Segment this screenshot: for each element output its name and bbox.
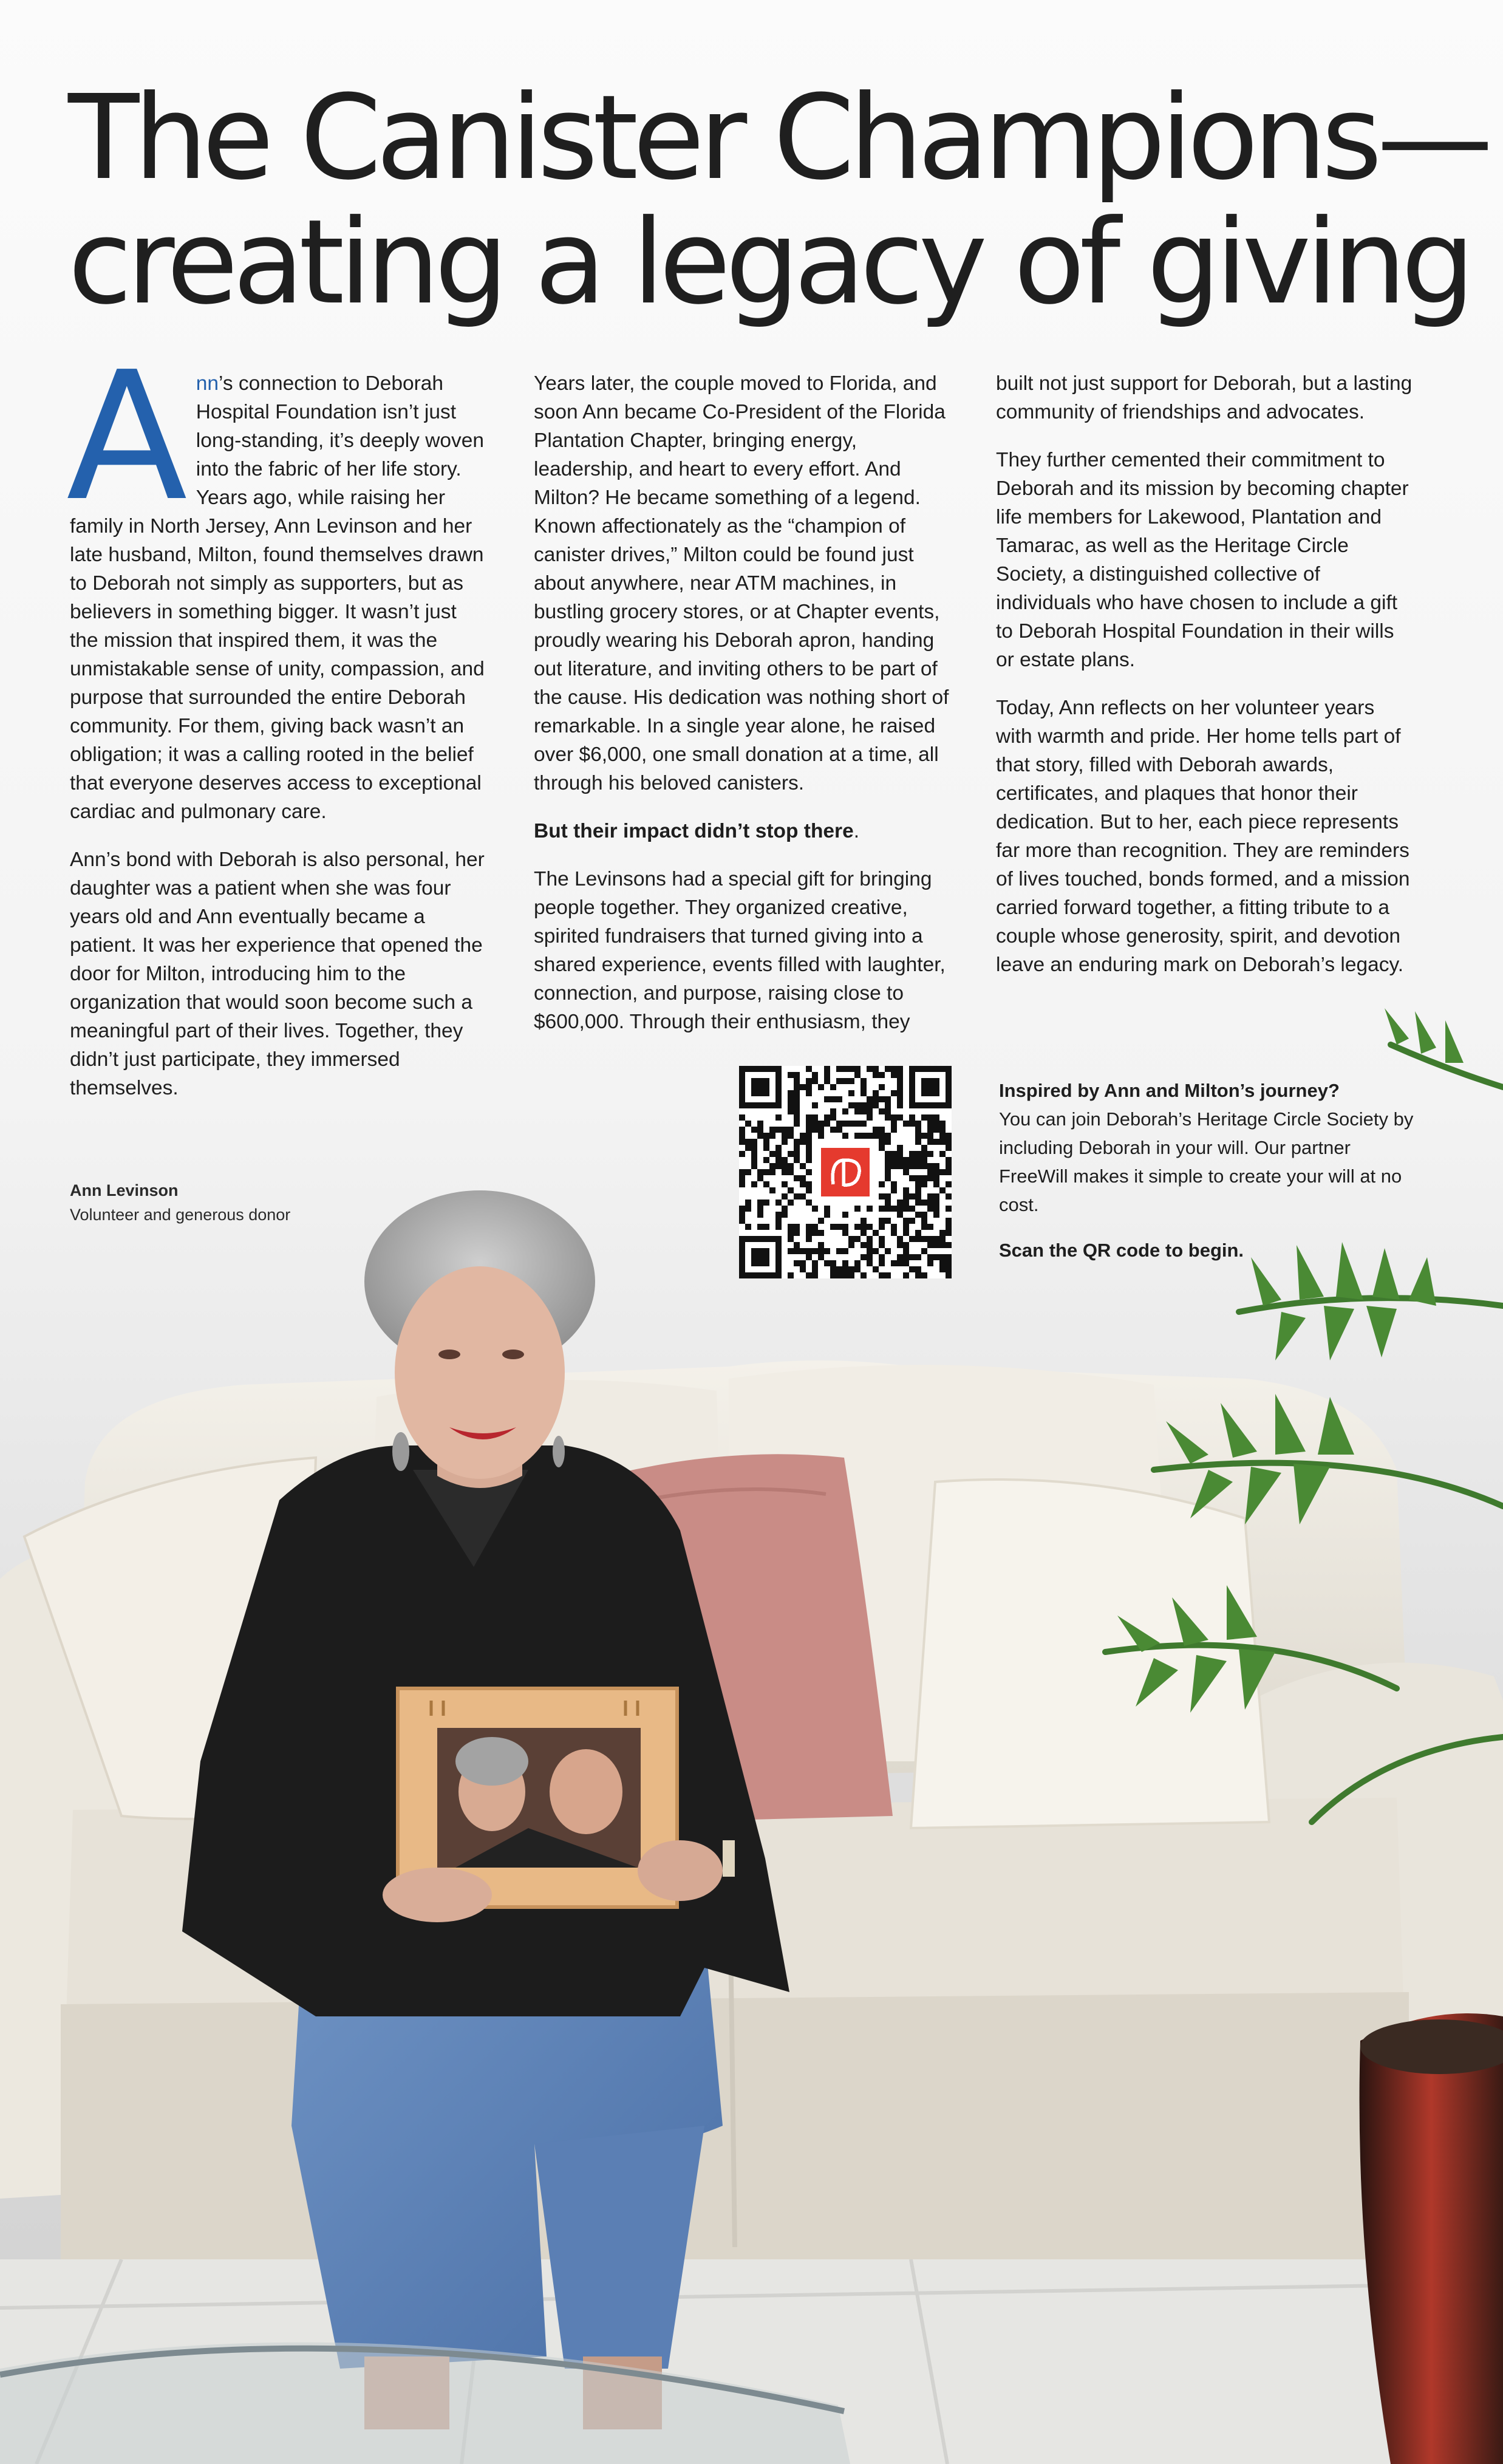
call-to-action [999, 1076, 1424, 1281]
article-column-3 [996, 369, 1415, 998]
paragraph: built not just support for Deborah, but a lasting community of friendships and advocates. [996, 372, 1413, 423]
drop-cap: A [66, 333, 188, 540]
article-column-1 [66, 333, 489, 1122]
paragraph-text: ’s connection to Deborah Hospital Foundation isn’t just long-standing, it’s deeply woven into the fabric of her life story. Years ago, while raising her family in North Jersey, Ann Levinson and her late husband, Milton, found themselves drawn to Deborah not simply as supporters, but as believers in something bigger. It wasn’t just the mission that inspired them, it was the unmistakable sense of unity, compassion, and purpose that surrounded the entire Deborah community. For them, giving back wasn’t an obligation; it was a calling rooted in the belief that everyone deserves access to exceptional cardiac and pulmonary care. [70, 372, 485, 823]
lead-letters: nn [196, 372, 219, 395]
cta-body: You can join Deborah’s Heritage Circle Society by including Deborah in your will. Our partner FreeWill makes it simple to create your will at no cost. [999, 1108, 1414, 1215]
paragraph: Years later, the couple moved to Florida, and soon Ann became Co-President of the Florida Plantation Chapter, bringing energy, leadership, and heart to every effort. And Milton? He became something of a legend. Known affectionately as the “champion of canister drives,” Milton could be found just about anywhere, near ATM machines, in bustling grocery stores, or at Chapter events, proudly wearing his Deborah apron, handing out literature, and inviting others to be part of the cause. His dedication was nothing short of remarkable. In a single year alone, he raised over $6,000, one small donation at a time, all through his beloved canisters. [534, 372, 949, 794]
paragraph: Today, Ann reflects on her volunteer years with warmth and pride. Her home tells part of that story, filled with Deborah awards, certificates, and plaques that honor their dedication. But to her, each piece represents far more than recognition. They are reminders of lives touched, bonds formed, and a mission carried forward together, a fitting tribute to a couple whose generosity, spirit, and devotion leave an enduring mark on Deborah’s legacy. [996, 697, 1410, 976]
deborah-logo-icon [821, 1148, 870, 1196]
qr-code-icon[interactable] [739, 1066, 952, 1278]
paragraph: The Levinsons had a special gift for bringing people together. They organized creative, spirited fundraisers that turned giving into a shared experience, events filled with laughter, connection, and purpose, raising close to $600,000. Through their enthusiasm, they [534, 868, 946, 1033]
paragraph: They further cemented their commitment to Deborah and its mission by becoming chapter life members for Lakewood, Plantation and Tamarac, as well as the Heritage Circle Society, a distinguished collective of individuals who have chosen to include a gift to Deborah Hospital Foundation in their wills or estate plans. [996, 449, 1409, 671]
article-column-2 [534, 369, 953, 1056]
caption-role: Volunteer and generous donor [70, 1206, 291, 1224]
cta-heading: Inspired by Ann and Milton’s journey? [999, 1080, 1340, 1101]
cta-text [999, 1076, 1424, 1219]
subheading-paragraph [534, 817, 953, 845]
caption-name: Ann Levinson [70, 1181, 179, 1200]
headline [68, 70, 1488, 330]
headline-line-2: creating a legacy of giving [68, 195, 1470, 330]
paragraph: Ann’s bond with Deborah is also personal, her daughter was a patient when she was four years old and Ann eventually became a patient. It was her experience that opened the door for Milton, introducing him to the organization that would soon become such a meaningful part of their lives. Together, they didn’t just participate, they immersed themselves. [70, 848, 485, 1099]
subheading-end: . [853, 820, 860, 842]
subheading-bold: But their impact didn’t stop there [534, 820, 854, 842]
cta-action: Scan the QR code to begin. [999, 1240, 1244, 1261]
paragraph [66, 333, 489, 826]
headline-line-1: The Canister Champions— [68, 70, 1488, 206]
photo-caption [70, 1178, 290, 1227]
